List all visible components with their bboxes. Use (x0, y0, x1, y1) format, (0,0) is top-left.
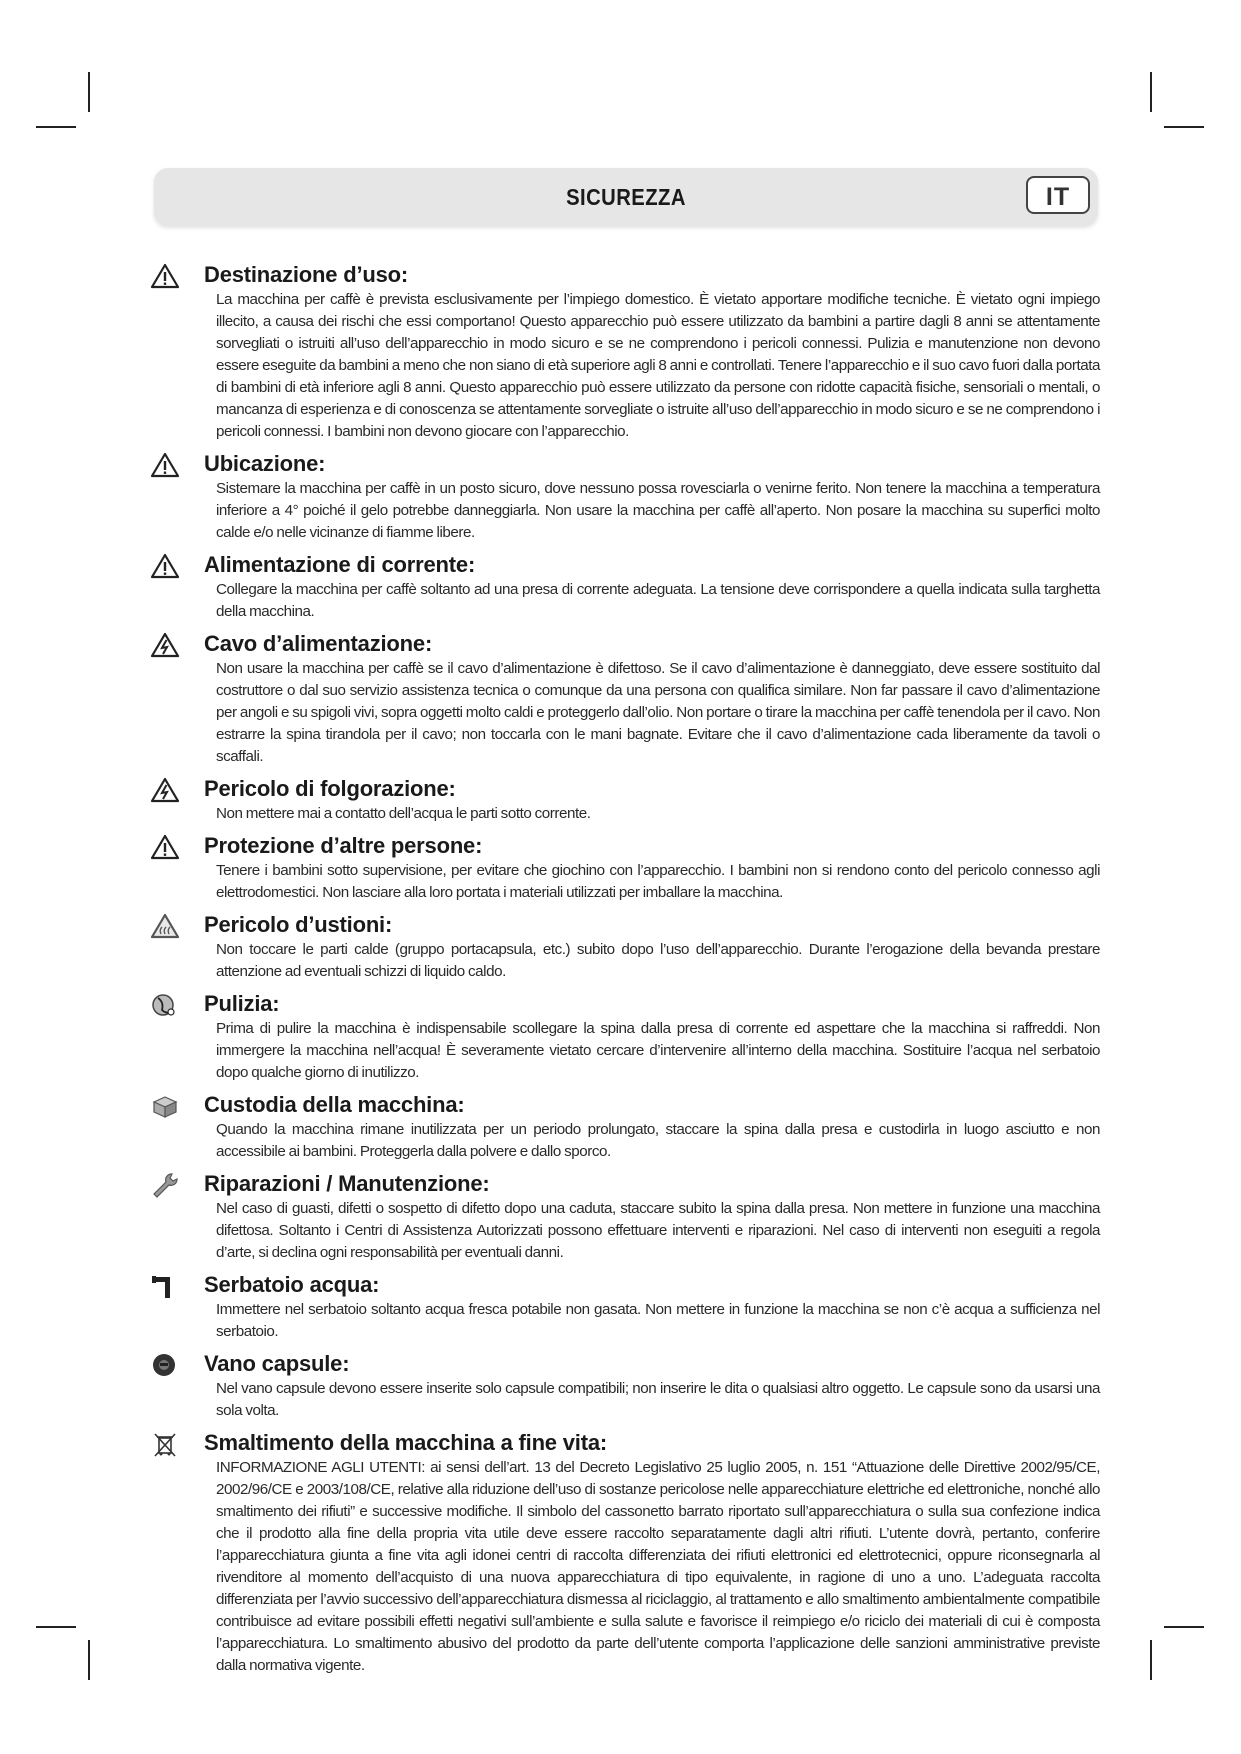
section-riparazioni (150, 1171, 1100, 1264)
section-text: Sistemare la macchina per caffè in un posto sicuro, dove nessuno possa rovesciarla o venirne ferito. Non tenere la macchina a temperatura inferiore a 4° poiché il gelo potrebbe danneggiarla. Non usare la macchina per caffè all’aperto. Non posare la macchina su superfici molto calde e/o nelle vicinanze di fiamme libere. (216, 480, 1100, 541)
section-header-bar (154, 168, 1098, 226)
crop-mark (1164, 1626, 1204, 1628)
section-text: INFORMAZIONE AGLI UTENTI: ai sensi dell’art. 13 del Decreto Legislativo 25 luglio 2005, n. 151 “Attuazione delle Direttive 2002/95/CE, 2002/96/CE e 2003/108/CE, relative alla riduzione dell’uso di sostanze pericolose nelle apparecchiature elettriche ed elettroniche, nonché allo smaltimento dei rifiuti” e successive modifiche. Il simbolo del cassonetto barrato riportato sull’apparecchiatura o sulla sua confezione indica che il prodotto alla fine della propria vita utile deve essere raccolto separatamente dagli altri rifiuti. L’utente dovrà, pertanto, conferire l’apparecchiatura giunta a fine vita agli idonei centri di raccolta differenziata dei rifiuti elettronici ed elettrotecnici, oppure riconsegnarla al rivenditore al momento dell’acquisto di una nuova apparecchiatura di tipo equivalente, in ragione di uno a uno. L’adeguata raccolta differenziata per l’avvio successivo dell’apparecchiatura dismessa al riciclaggio, al trattamento e allo smaltimento ambientalmente compatibile contribuisce ad evitare possibili effetti negativi sull’ambiente e sulla salute e favorisce il reimpiego e/o riciclo dei materiali di cui è composta l’apparecchiatura. Lo smaltimento abusivo del prodotto da parte dell’utente comporta l’applicazione delle sanzioni amministrative previste dalla normativa vigente. (216, 1459, 1100, 1674)
section-title: Smaltimento della macchina a fine vita: (204, 1430, 607, 1455)
section-title: Vano capsule: (204, 1351, 350, 1376)
section-cavo (150, 631, 1100, 768)
section-smaltimento (150, 1430, 1100, 1677)
hot-surface-icon (150, 913, 182, 939)
crop-mark (88, 72, 90, 112)
crop-mark (36, 1626, 76, 1628)
section-title: Cavo d’alimentazione: (204, 631, 433, 656)
wrench-icon (150, 1172, 182, 1198)
section-title: Pericolo di folgorazione: (204, 776, 456, 801)
section-text: Nel vano capsule devono essere inserite solo capsule compatibili; non inserire le dita o qualsiasi altro oggetto. Le capsule sono da usarsi una sola volta. (216, 1380, 1100, 1419)
cleaning-hand-icon (150, 992, 182, 1018)
section-title: Destinazione d’uso: (204, 262, 408, 287)
language-badge: IT (1026, 176, 1090, 214)
water-tap-icon (150, 1273, 182, 1299)
section-title: Custodia della macchina: (204, 1092, 465, 1117)
section-text: Non toccare le parti calde (gruppo portacapsula, etc.) subito dopo l’uso dell’apparecchio. Durante l’erogazione della bevanda prestare attenzione ad eventuali schizzi di liquido caldo. (216, 941, 1100, 980)
section-title: Riparazioni / Manutenzione: (204, 1171, 490, 1196)
warning-triangle-icon (150, 553, 182, 579)
section-title: Pulizia: (204, 991, 280, 1016)
section-text: Quando la macchina rimane inutilizzata per un periodo prolungato, staccare la spina dalla presa e custodirla in luogo asciutto e non accessibile ai bambini. Proteggerla dalla polvere e dallo sporco. (216, 1121, 1100, 1160)
section-title: Ubicazione: (204, 451, 326, 476)
section-protezione (150, 833, 1100, 904)
section-text: La macchina per caffè è prevista esclusivamente per l’impiego domestico. È vietato apportare modifiche tecniche. È vietato ogni impiego illecito, a causa dei rischi che essi comportano! Questo apparecchio può essere utilizzato da bambini a partire dagli 8 anni se attentamente sorvegliati o istruiti all’uso dell’apparecchio in modo sicuro e se ne comprendono i pericoli connessi. Pulizia e manutenzione non devono essere eseguite da bambini a meno che non siano di età superiore agli 8 anni e controllati. Tenere l’apparecchio e il suo cavo fuori dalla portata di bambini di età inferiore agli 8 anni. Questo apparecchio può essere utilizzato da persone con ridotte capacità fisiche, sensoriali o mentali, o mancanza di esperienza e di conoscenza se attentamente sorvegliate o istruite all’uso dell’apparecchio in modo sicuro e se ne comprendono i pericoli connessi. I bambini non devono giocare con l’apparecchio. (216, 291, 1100, 440)
section-serbatoio (150, 1272, 1100, 1343)
page-title: SICUREZZA (566, 184, 686, 210)
section-text: Non usare la macchina per caffè se il cavo d’alimentazione è difettoso. Se il cavo d’alimentazione è danneggiato, deve essere sostituito dal costruttore o dal suo servizio assistenza tecnica o comunque da una persona con qualifica similare. Non far passare il cavo d’alimentazione per angoli e su spigoli vivi, sopra oggetti molto caldi e proteggerlo dall’olio. Non portare o tirare la macchina per caffè tenendola per il cavo. Non estrarre la spina tirandola per il cavo; non toccarla con le mani bagnate. Evitare che il cavo d’alimentazione cada liberamente da tavoli o scaffali. (216, 660, 1100, 765)
safety-content (150, 262, 1100, 1685)
section-title: Pericolo d’ustioni: (204, 912, 393, 937)
crop-mark (1150, 72, 1152, 112)
crop-mark (36, 126, 76, 128)
section-text: Tenere i bambini sotto supervisione, per evitare che giochino con l’apparecchio. I bambini non si rendono conto del pericolo connesso agli elettrodomestici. Non lasciare alla loro portata i materiali utilizzati per imballare la macchina. (216, 862, 1100, 901)
section-folgorazione (150, 776, 1100, 825)
warning-triangle-icon (150, 452, 182, 478)
capsule-icon (150, 1352, 182, 1378)
section-custodia (150, 1092, 1100, 1163)
section-vano-capsule (150, 1351, 1100, 1422)
warning-triangle-icon (150, 263, 182, 289)
storage-box-icon (150, 1093, 182, 1119)
crop-mark (88, 1640, 90, 1680)
section-pulizia (150, 991, 1100, 1084)
electric-hazard-icon (150, 777, 182, 803)
warning-triangle-icon (150, 834, 182, 860)
section-title: Protezione d’altre persone: (204, 833, 483, 858)
section-alimentazione (150, 552, 1100, 623)
crop-mark (1150, 1640, 1152, 1680)
section-text: Non mettere mai a contatto dell’acqua le parti sotto corrente. (216, 805, 591, 822)
crop-mark (1164, 126, 1204, 128)
section-text: Prima di pulire la macchina è indispensabile scollegare la spina dalla presa di corrente ed aspettare che la macchina si raffreddi. Non immergere la macchina nell’acqua! È severamente vietato cercare d’intervenire all’interno della macchina. Sostituire l’acqua nel serbatoio dopo qualche giorno di inutilizzo. (216, 1020, 1100, 1081)
section-destinazione (150, 262, 1100, 443)
section-title: Alimentazione di corrente: (204, 552, 476, 577)
crossed-bin-icon (150, 1431, 182, 1457)
section-title: Serbatoio acqua: (204, 1272, 380, 1297)
electric-hazard-icon (150, 632, 182, 658)
section-ustioni (150, 912, 1100, 983)
section-text: Immettere nel serbatoio soltanto acqua fresca potabile non gasata. Non mettere in funzione la macchina se non c’è acqua a sufficienza nel serbatoio. (216, 1301, 1100, 1340)
section-ubicazione (150, 451, 1100, 544)
section-text: Nel caso di guasti, difetti o sospetto di difetto dopo una caduta, staccare subito la spina dalla presa. Non mettere in funzione una macchina difettosa. Soltanto i Centri di Assistenza Autorizzati possono effettuare interventi e riparazioni. Nel caso di interventi non eseguiti a regola d’arte, si declina ogni responsabilità per eventuali danni. (216, 1200, 1100, 1261)
section-text: Collegare la macchina per caffè soltanto ad una presa di corrente adeguata. La tensione deve corrispondere a quella indicata sulla targhetta della macchina. (216, 581, 1100, 620)
